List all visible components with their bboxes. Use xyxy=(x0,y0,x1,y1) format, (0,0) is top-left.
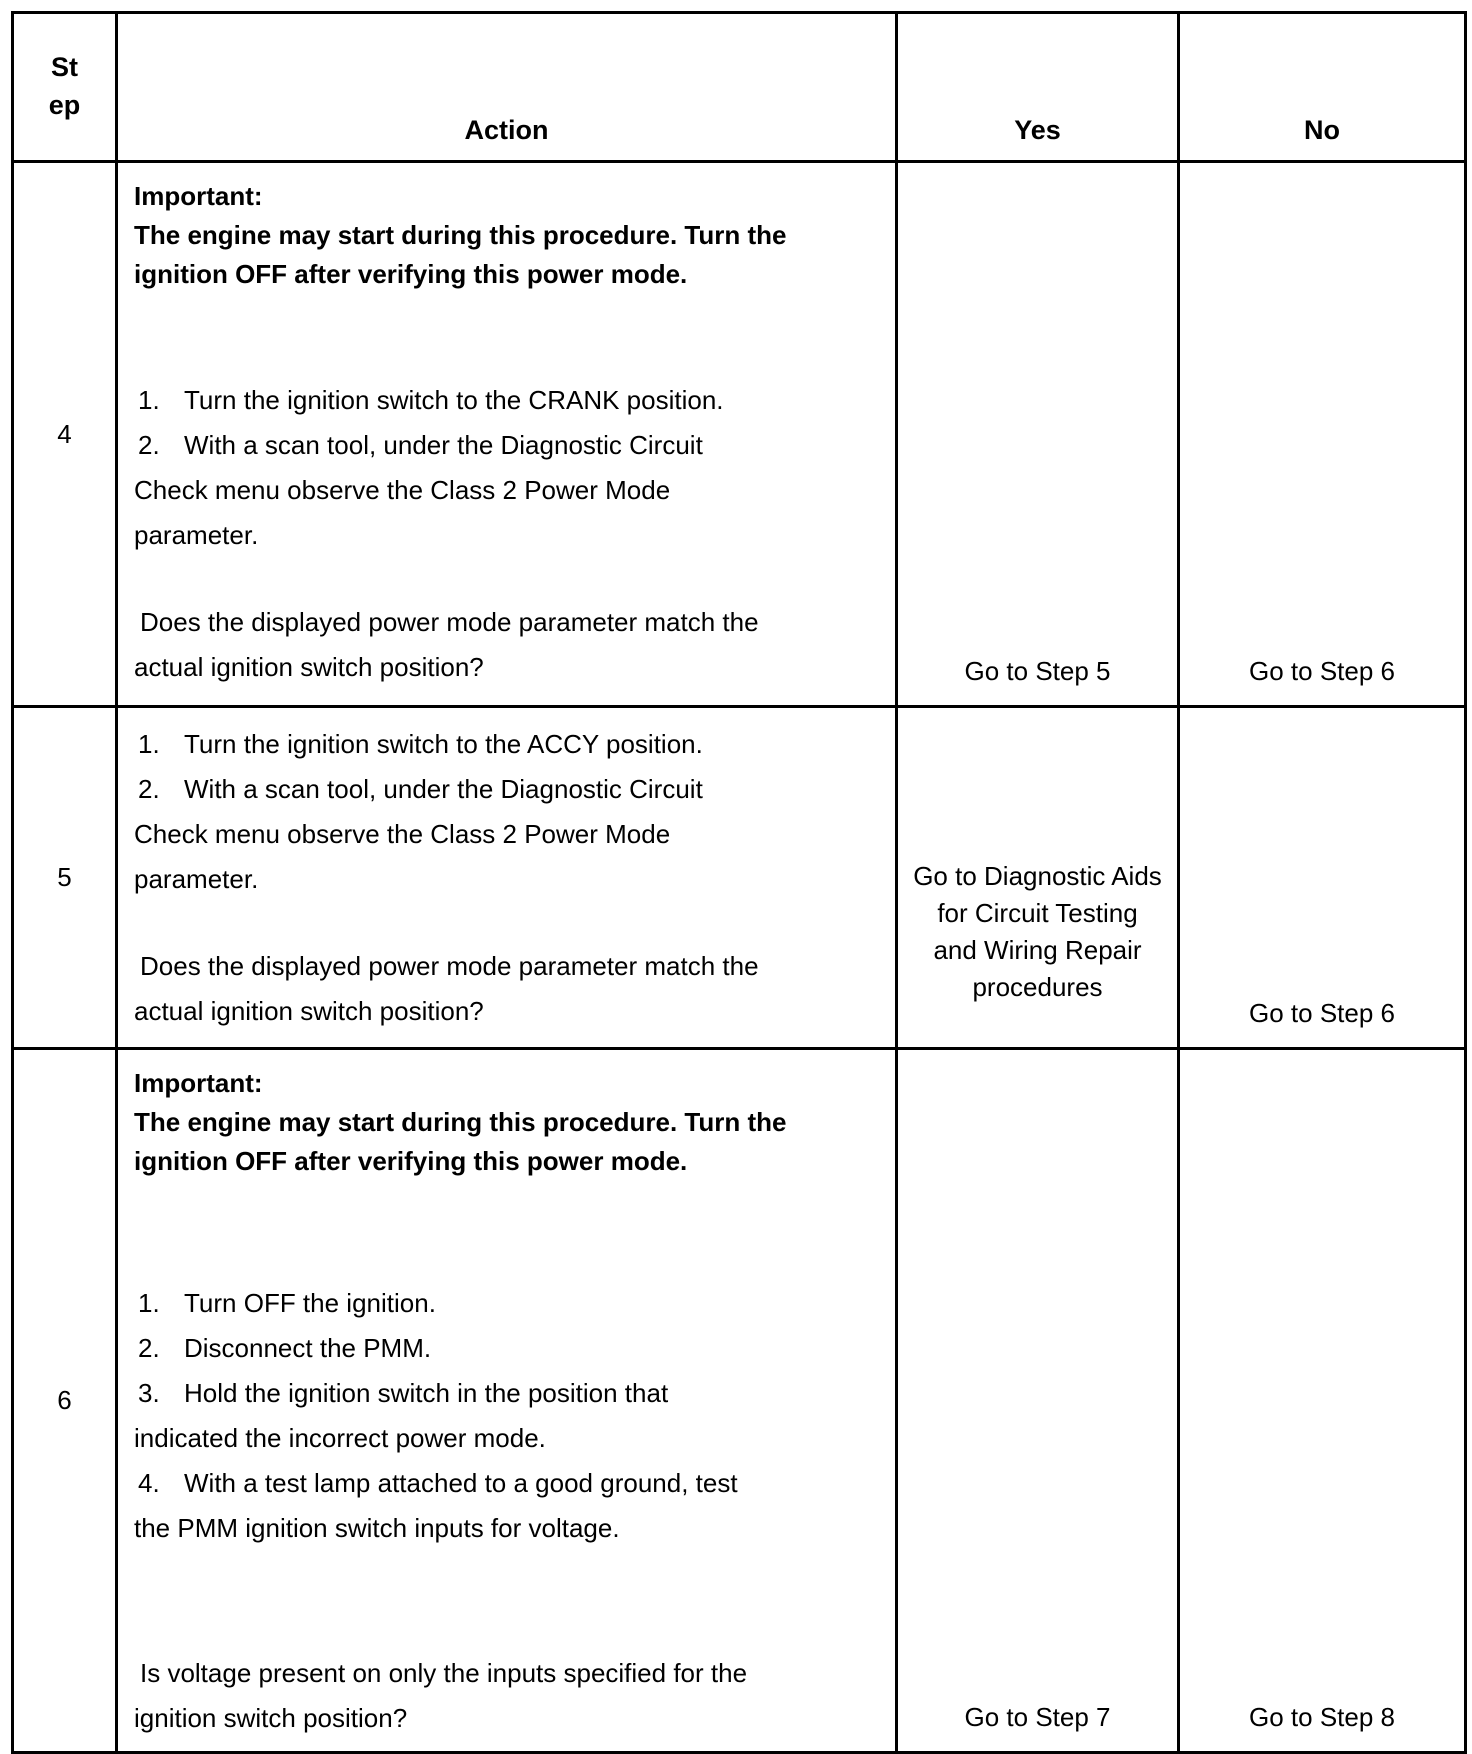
list-item: 2. Disconnect the PMM. xyxy=(138,1333,432,1363)
list-item-continuation: Check menu observe the Class 2 Power Mode xyxy=(134,819,671,849)
table-row-step-5 xyxy=(13,707,1466,1049)
important-line: ignition OFF after verifying this power mode. xyxy=(134,1146,688,1176)
yes-result: Go to Step 7 xyxy=(964,1702,1111,1732)
important-note xyxy=(134,177,879,294)
question: Is voltage present on only the inputs specified for the ignition switch position? xyxy=(134,1658,748,1733)
header-action: Action xyxy=(117,13,897,162)
important-note xyxy=(134,1064,879,1181)
header-step-line2: ep xyxy=(48,90,81,120)
header-step xyxy=(13,13,117,162)
yes-result: Go to Diagnostic Aids for Circuit Testing and Wiring Repair procedures xyxy=(913,861,1162,1002)
list-item: 1. Turn the ignition switch to the CRANK position. xyxy=(138,385,724,415)
list-item-continuation: the PMM ignition switch inputs for voltage. xyxy=(134,1513,620,1543)
list-item: 2. With a scan tool, under the Diagnostic Circuit xyxy=(138,774,703,804)
action-cell xyxy=(117,162,897,707)
table-header-row xyxy=(13,13,1466,162)
yes-cell xyxy=(897,707,1179,1049)
step-number: 4 xyxy=(13,162,117,707)
no-cell xyxy=(1179,707,1466,1049)
yes-cell xyxy=(897,162,1179,707)
step-number: 6 xyxy=(13,1049,117,1753)
important-line: ignition OFF after verifying this power mode. xyxy=(134,259,688,289)
list-item-continuation: indicated the incorrect power mode. xyxy=(134,1423,546,1453)
header-step-line1: St xyxy=(51,52,78,83)
list-item-continuation: parameter. xyxy=(134,520,259,550)
table-row-step-6 xyxy=(13,1049,1466,1753)
important-line: The engine may start during this procedure. Turn the xyxy=(134,220,787,250)
no-result: Go to Step 8 xyxy=(1249,1702,1395,1732)
list-item: 1. Turn OFF the ignition. xyxy=(138,1288,436,1318)
yes-result: Go to Step 5 xyxy=(964,656,1111,686)
list-item: 4. With a test lamp attached to a good ground, test xyxy=(138,1468,738,1498)
list-item-continuation: Check menu observe the Class 2 Power Mode xyxy=(134,475,671,505)
no-result: Go to Step 6 xyxy=(1249,998,1395,1028)
list-item: 2. With a scan tool, under the Diagnostic Circuit xyxy=(138,430,703,460)
no-cell xyxy=(1179,1049,1466,1753)
action-cell xyxy=(117,707,897,1049)
yes-cell xyxy=(897,1049,1179,1753)
step-number: 5 xyxy=(13,707,117,1049)
question: Does the displayed power mode parameter match the actual ignition switch position? xyxy=(134,607,759,682)
table-row-step-4 xyxy=(13,162,1466,707)
no-result: Go to Step 6 xyxy=(1249,656,1395,686)
important-label: Important: xyxy=(134,181,263,211)
important-line: The engine may start during this procedure. Turn the xyxy=(134,1107,787,1137)
action-cell xyxy=(117,1049,897,1753)
list-item-continuation: parameter. xyxy=(134,864,259,894)
important-label: Important: xyxy=(134,1068,263,1098)
question: Does the displayed power mode parameter match the actual ignition switch position? xyxy=(134,951,759,1026)
list-item: 3. Hold the ignition switch in the position that xyxy=(138,1378,669,1408)
header-yes: Yes xyxy=(897,13,1179,162)
no-cell xyxy=(1179,162,1466,707)
procedure-list xyxy=(134,722,879,902)
header-no: No xyxy=(1179,13,1466,162)
diagnostic-table xyxy=(11,11,1467,1754)
procedure-list xyxy=(134,378,879,558)
procedure-list xyxy=(134,1281,879,1551)
list-item: 1. Turn the ignition switch to the ACCY position. xyxy=(138,729,703,759)
